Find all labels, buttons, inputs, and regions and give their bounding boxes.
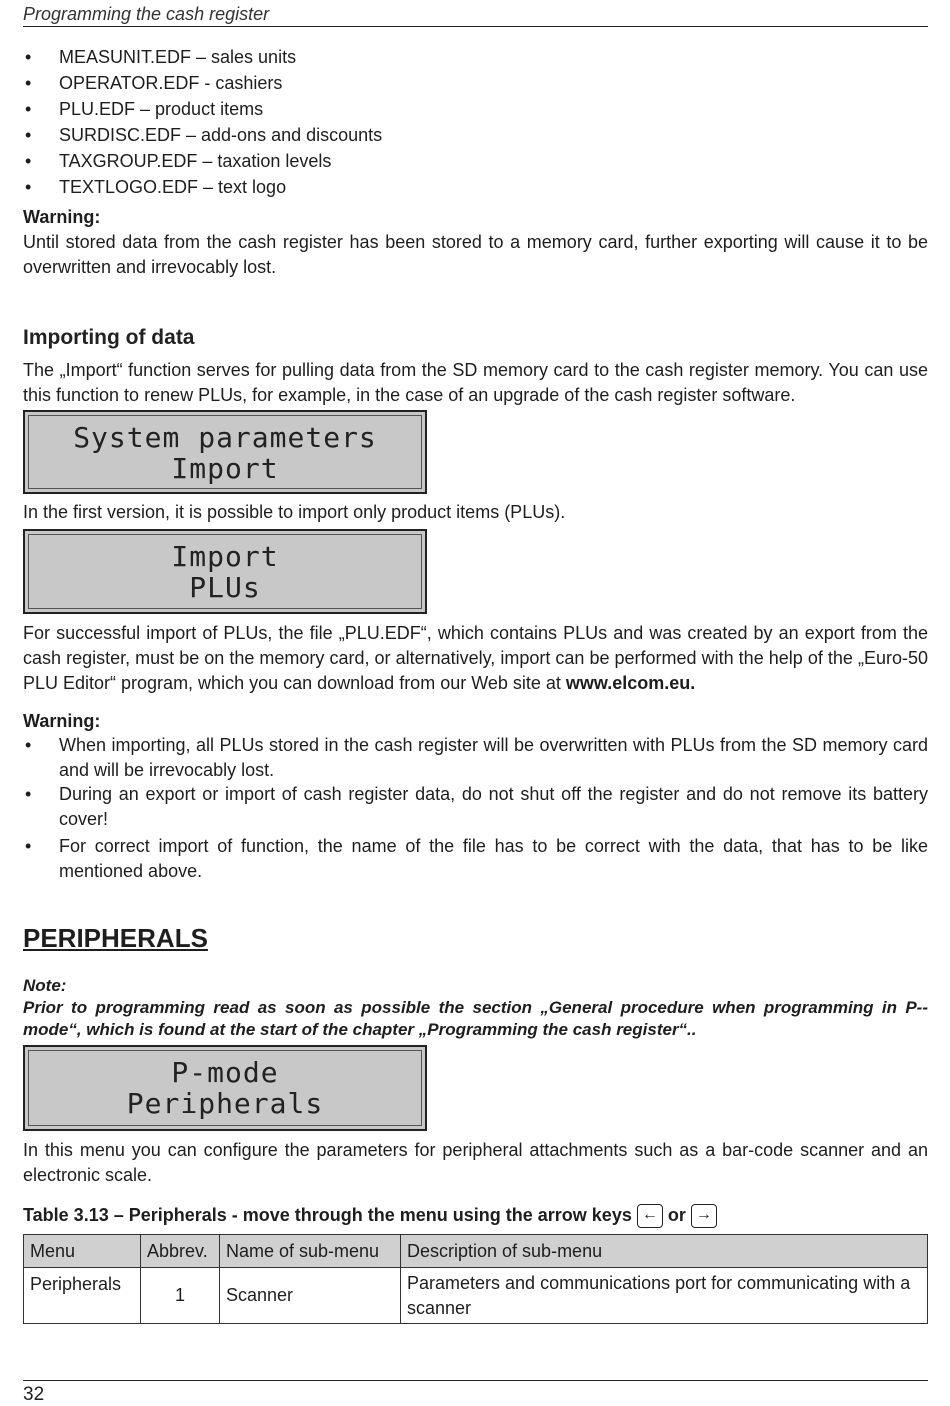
running-header: Programming the cash register xyxy=(23,2,928,27)
column-header: Description of sub-menu xyxy=(401,1235,928,1268)
lcd-display-pmode-peripherals xyxy=(23,1045,427,1131)
lcd-display-import-plus xyxy=(23,529,427,614)
column-header: Abbrev. xyxy=(141,1235,220,1268)
peripherals-table xyxy=(23,1234,928,1324)
section-heading-peripherals: PERIPHERALS xyxy=(23,923,208,953)
table-cell: Peripherals xyxy=(24,1268,141,1324)
table-row xyxy=(24,1268,928,1324)
website-link[interactable]: www.elcom.eu. xyxy=(565,673,696,693)
lcd-line-2: Import xyxy=(171,452,279,485)
lcd-line-1: Import xyxy=(171,540,279,573)
page-number: 32 xyxy=(23,1384,45,1405)
peripherals-intro: In this menu you can configure the parameters for peripheral attachments such as a bar-code scanner and an electronic scale. xyxy=(23,1140,928,1185)
table-cell: Parameters and communications port for communicating with a scanner xyxy=(401,1268,928,1324)
table-caption: Table 3.13 – Peripherals - move through the menu using the arrow keys ← or → xyxy=(23,1202,928,1228)
import-success-text: For successful import of PLUs, the file „PLU.EDF“, which contains PLUs and was created by an export from the cash register, must be on the memory card, or alternatively, import can be performed with the help of the „Euro-50 PLU Editor“ program, which you can download from our Web site at www.elcom.eu. xyxy=(23,623,928,693)
lcd-line-2: Peripherals xyxy=(126,1087,324,1120)
lcd-line-2: PLUs xyxy=(189,571,261,604)
column-header: Name of sub-menu xyxy=(220,1235,401,1268)
section-heading-import: Importing of data xyxy=(23,326,195,349)
lcd-display-system-import xyxy=(23,410,427,494)
warning-label: Warning: xyxy=(23,207,101,227)
lcd-line-1: System parameters xyxy=(73,421,377,454)
arrow-right-key-icon: → xyxy=(691,1204,717,1228)
table-cell: Scanner xyxy=(220,1268,401,1324)
import-intro: The „Import“ function serves for pulling data from the SD memory card to the cash register memory. You can use this function to renew PLUs, for example, in the case of an upgrade of the cash register software. xyxy=(23,360,928,405)
note-text: Prior to programming read as soon as possible the section „General procedure when programming in P--mode“, which is found at the start of the chapter „Programming the cash register“.. xyxy=(23,998,928,1039)
arrow-left-key-icon: ← xyxy=(637,1204,663,1228)
note-label: Note: xyxy=(23,976,67,995)
warning-label: Warning: xyxy=(23,711,101,731)
table-cell: 1 xyxy=(141,1268,220,1324)
footer-divider xyxy=(23,1380,928,1381)
lcd-line-1: P-mode xyxy=(171,1056,279,1089)
table-header-row xyxy=(24,1235,928,1268)
warning-text: Until stored data from the cash register has been stored to a memory card, further exporting will cause it to be overwritten and irrevocably lost. xyxy=(23,232,928,277)
first-version-text: In the first version, it is possible to import only product items (PLUs). xyxy=(23,502,566,522)
column-header: Menu xyxy=(24,1235,141,1268)
